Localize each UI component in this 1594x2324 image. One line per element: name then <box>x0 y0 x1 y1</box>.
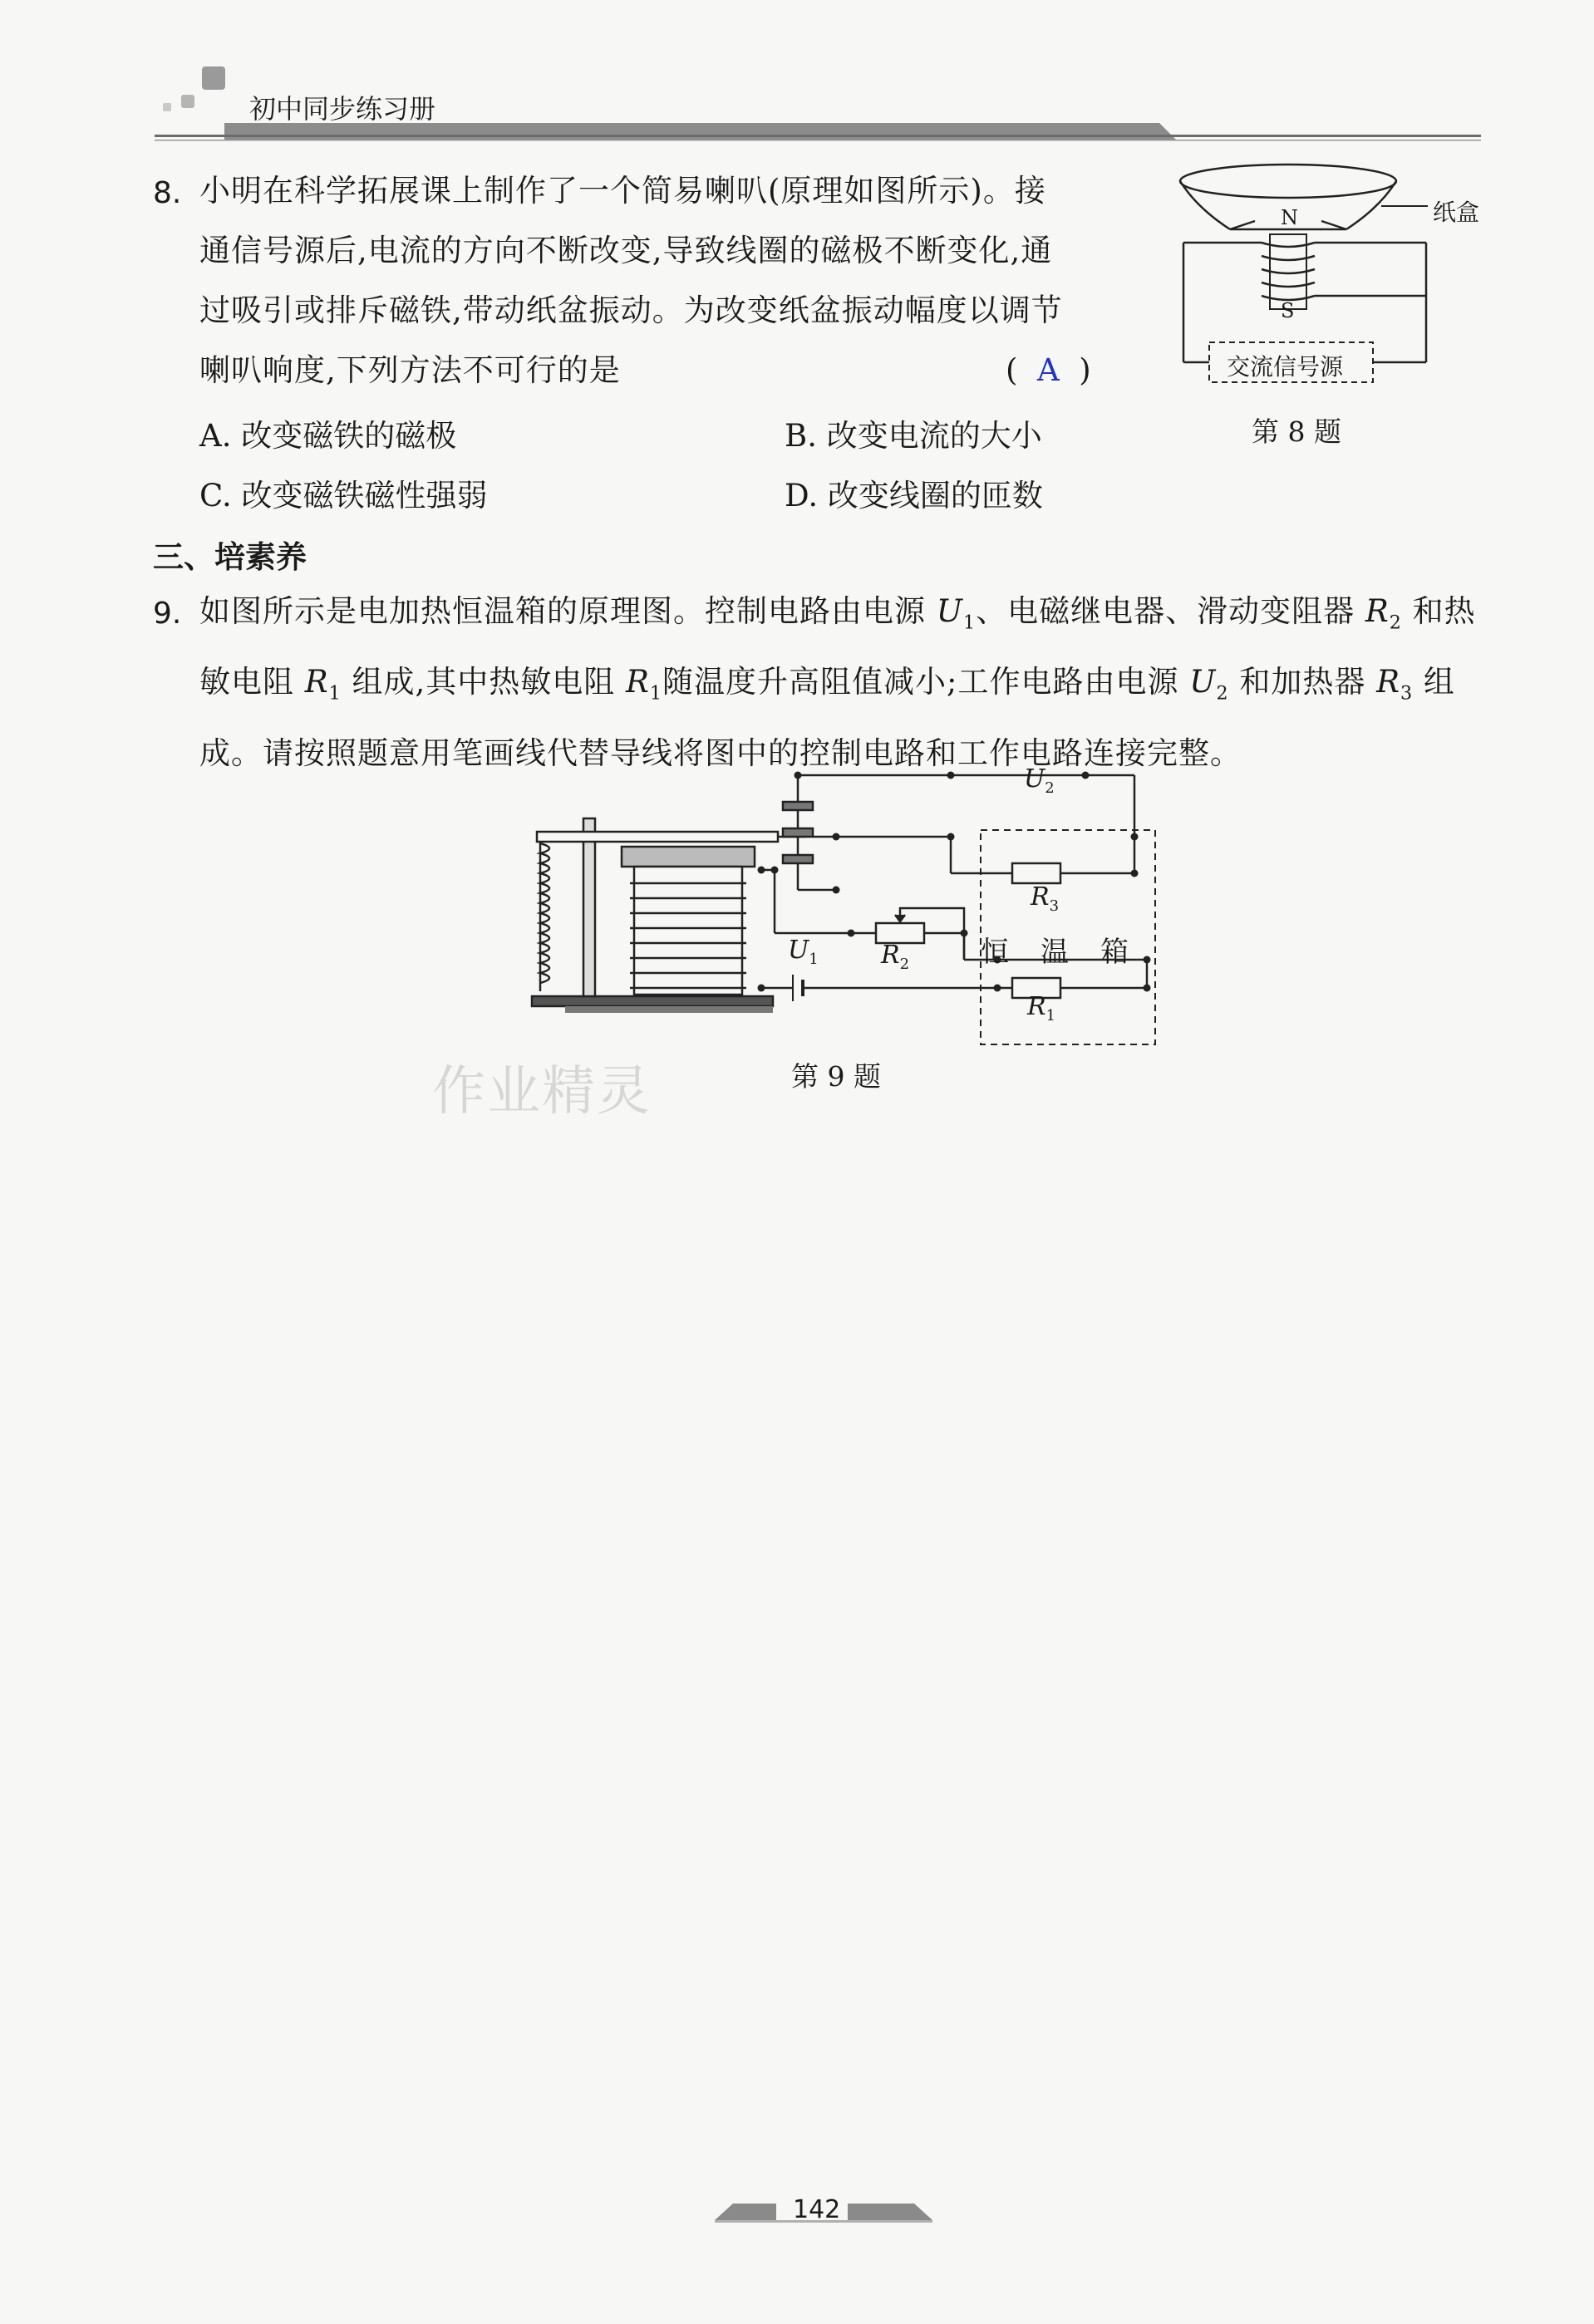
q9-text <box>199 582 1476 784</box>
circuit-diagram <box>515 760 1164 1059</box>
speaker-n-label: N <box>1281 206 1298 229</box>
speaker-s-label: S <box>1281 299 1295 322</box>
q8-option-a: A. 改变磁铁的磁极 <box>199 418 457 454</box>
q8-line-4: 喇叭响度,下列方法不可行的是 <box>199 352 621 388</box>
q8-answer: A <box>1036 352 1060 388</box>
circuit-label-u2: $U_2$ <box>1024 764 1055 797</box>
q9-line-3: 成。请按照题意用笔画线代替导线将图中的控制电路和工作电路连接完整。 <box>199 735 1242 771</box>
q8-text <box>199 161 1063 400</box>
header-decoration <box>0 0 1594 158</box>
q8-answer-bracket: ( A ) <box>1006 352 1091 388</box>
q8-line-2: 通信号源后,电流的方向不断改变,导致线圈的磁极不断变化,通 <box>199 233 1053 268</box>
header-title: 初中同步练习册 <box>249 93 436 125</box>
circuit-label-r1: $R_1$ <box>1027 992 1056 1024</box>
speaker-source-label: 交流信号源 <box>1227 353 1344 381</box>
section-title: 三、培素养 <box>153 539 307 575</box>
q9-line-1: 如图所示是电加热恒温箱的原理图。控制电路由电源 $U_1$、电磁继电器、滑动变阻器 $R_2$ 和热 <box>199 593 1476 634</box>
q8-option-c: C. 改变磁铁磁性强弱 <box>199 478 488 513</box>
q8-option-d: D. 改变线圈的匝数 <box>785 478 1043 513</box>
circuit-label-u1: $U_1$ <box>788 936 819 968</box>
speaker-cone-label: 纸盒 <box>1433 199 1480 226</box>
figure-9-caption: 第 9 题 <box>791 1060 881 1093</box>
circuit-label-r2: $R_2$ <box>881 941 910 973</box>
q8-line-1: 小明在科学拓展课上制作了一个简易喇叭(原理如图所示)。接 <box>199 173 1046 209</box>
q8-number: 8. <box>153 176 182 210</box>
watermark: 作业精灵 <box>432 1061 652 1123</box>
circuit-label-r3: $R_3$ <box>1031 882 1060 915</box>
q8-line-3: 过吸引或排斥磁铁,带动纸盆振动。为改变纸盆振动幅度以调节 <box>199 292 1063 328</box>
figure-8-caption: 第 8 题 <box>1252 415 1341 448</box>
q9-line-2: 敏电阻 $R_1$ 组成,其中热敏电阻 $R_1$随温度升高阻值减小;工作电路由电源 $U_2$ 和加热器 $R_3$ 组 <box>199 664 1455 705</box>
page-number: 142 <box>793 2195 841 2224</box>
q9-number: 9. <box>153 597 182 631</box>
incubator-label: 恒温箱 <box>981 936 1160 969</box>
q8-option-b: B. 改变电流的大小 <box>785 418 1042 454</box>
